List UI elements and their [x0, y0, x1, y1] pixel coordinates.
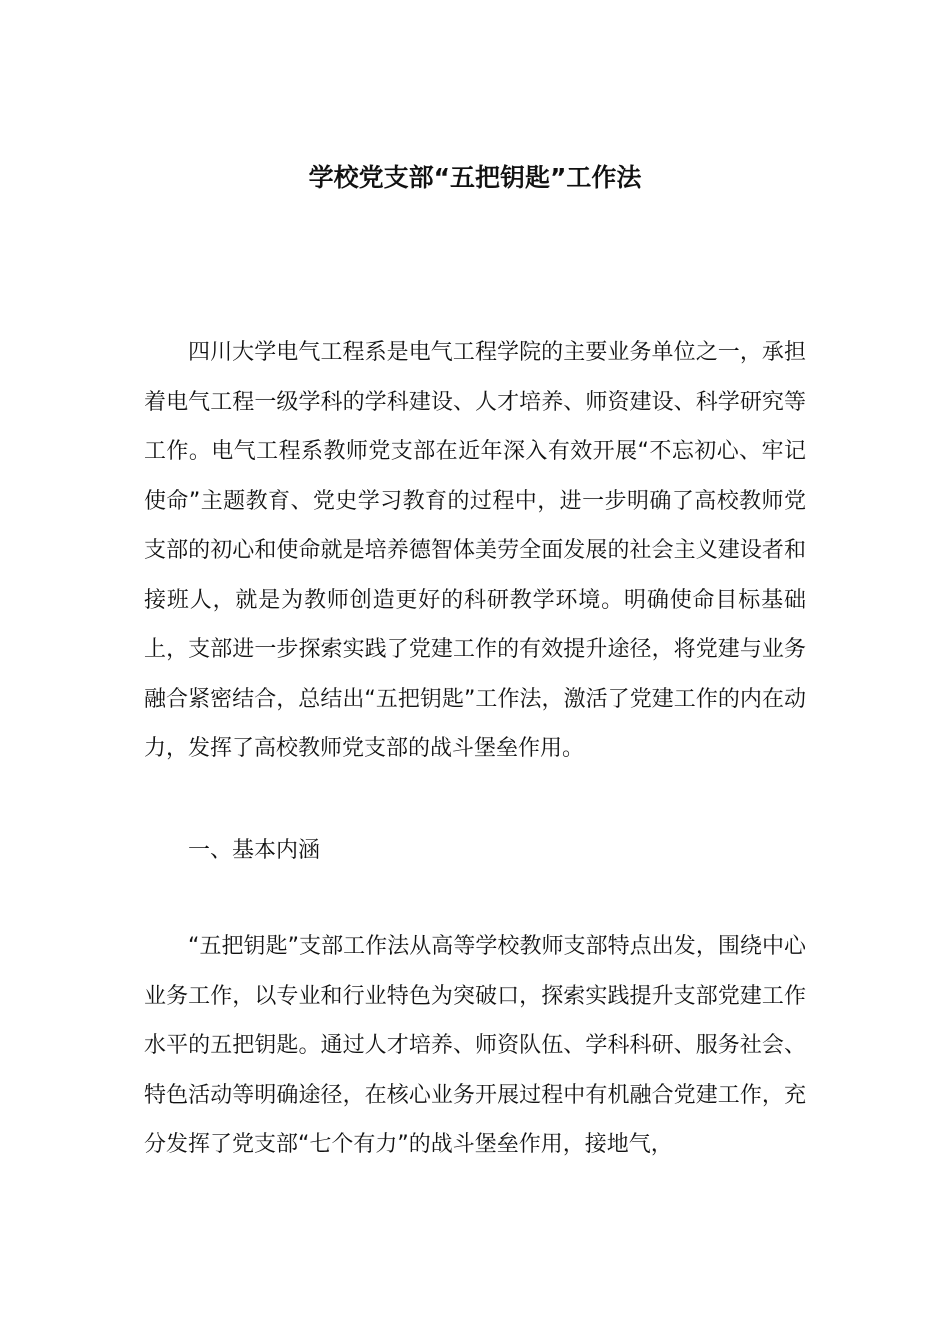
intro-paragraph: 四川大学电气工程系是电气工程学院的主要业务单位之一，承担着电气工程一级学科的学科建设、人才培养、师资建设、科学研究等工作。电气工程系教师党支部在近年深入有效开展“不忘初心、牢记使命”主题教育、党史学习教育的过程中，进一步明确了高校教师党支部的初心和使命就是培养德智体美劳全面发展的社会主义建设者和接班人，就是为教师创造更好的科研教学环境。明确使命目标基础上，支部进一步探索实践了党建工作的有效提升途径，将党建与业务融合紧密结合，总结出“五把钥匙”工作法，激活了党建工作的内在动力，发挥了高校教师党支部的战斗堡垒作用。 — [144, 340, 806, 761]
document-title: 学校党支部“五把钥匙”工作法 — [308, 163, 642, 192]
section-paragraph: “五把钥匙”支部工作法从高等学校教师支部特点出发，围绕中心业务工作，以专业和行业特色为突破口，探索实践提升支部党建工作水平的五把钥匙。通过人才培养、师资队伍、学科科研、服务社会、特色活动等明确途径，在核心业务开展过程中有机融合党建工作，充分发挥了党支部“七个有力”的战斗堡垒作用，接地气， — [144, 934, 806, 1157]
section-heading-basic-connotation: 一、基本内涵 — [188, 838, 321, 863]
